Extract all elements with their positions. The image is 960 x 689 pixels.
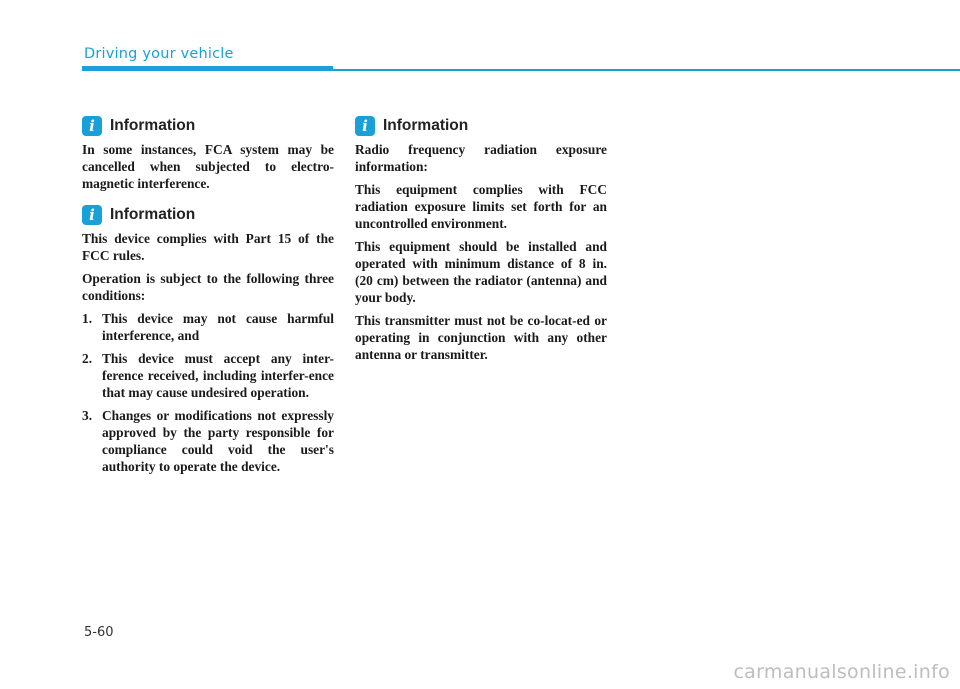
header-rule: [333, 69, 960, 71]
list-number: 1.: [82, 311, 93, 326]
info-icon: i: [82, 205, 102, 225]
info-text: In some instances, FCA system may be cancelled when subjected to electro-magnetic interference.: [82, 142, 334, 191]
info-text: This transmitter must not be co-locat-ed or operating in conjunction with any other antenna or transmitter.: [355, 313, 607, 362]
info-text: This device complies with Part 15 of the FCC rules.: [82, 231, 334, 263]
info-title: Information: [110, 117, 196, 134]
info-text: Radio frequency radiation exposure information:: [355, 142, 607, 174]
info-icon: i: [355, 116, 375, 136]
info-text: Operation is subject to the following three conditions:: [82, 271, 334, 303]
list-item: [82, 310, 334, 344]
list-item: [82, 407, 334, 475]
info-title: Information: [383, 117, 469, 134]
info-heading: [82, 205, 334, 225]
conditions-list: [82, 310, 334, 475]
right-column: [355, 116, 607, 363]
list-number: 2.: [82, 351, 93, 366]
info-box-fca: [82, 116, 334, 192]
page-number: 5-60: [84, 625, 114, 640]
list-text: This device may not cause harmful interference, and: [102, 311, 334, 343]
section-title: Driving your vehicle: [84, 46, 234, 62]
info-box-rf-exposure: [355, 116, 607, 363]
info-icon: i: [82, 116, 102, 136]
info-box-fcc-part15: [82, 205, 334, 475]
info-text: This equipment should be installed and operated with minimum distance of 8 in. (20 cm) between the radiator (antenna) and your body.: [355, 239, 607, 305]
list-number: 3.: [82, 408, 93, 423]
watermark: carmanualsonline.info: [733, 661, 950, 683]
list-item: [82, 350, 334, 401]
left-column: [82, 116, 334, 475]
info-text: This equipment complies with FCC radiation exposure limits set forth for an uncontrolled environment.: [355, 182, 607, 231]
list-text: Changes or modifications not expressly approved by the party responsible for compliance could void the user's authority to operate the device.: [102, 408, 334, 474]
info-heading: [82, 116, 334, 136]
list-text: This device must accept any inter-ference received, including interfer-ence that may cause undesired operation.: [102, 351, 334, 400]
info-heading: [355, 116, 607, 136]
info-title: Information: [110, 206, 196, 223]
header-rule-accent: [82, 66, 333, 71]
